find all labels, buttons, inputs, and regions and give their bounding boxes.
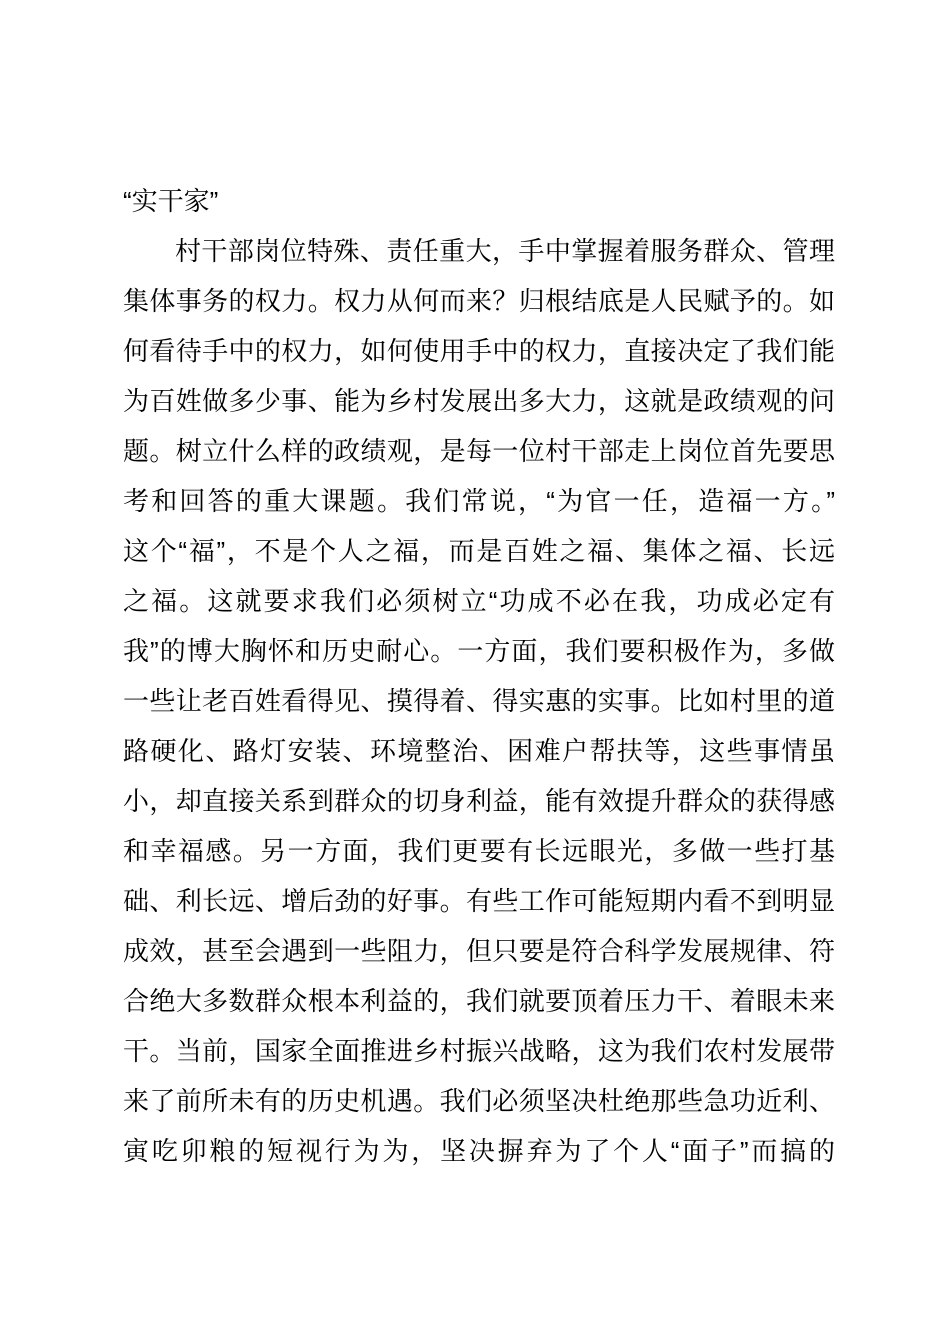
text-line: 小，却直接关系到群众的切身利益，能有效提升群众的获得感 bbox=[123, 786, 835, 816]
text-line: 之福。这就要求我们必须树立“功成不必在我，功成必定有 bbox=[123, 586, 835, 616]
text-line: 路硬化、路灯安装、环境整治、困难户帮扶等，这些事情虽 bbox=[123, 736, 835, 766]
text-line: 和幸福感。另一方面，我们更要有长远眼光，多做一些打基 bbox=[123, 836, 835, 866]
text-line: 来了前所未有的历史机遇。我们必须坚决杜绝那些急功近利、 bbox=[123, 1086, 835, 1116]
text-line: 础、利长远、增后劲的好事。有些工作可能短期内看不到明显 bbox=[123, 886, 835, 916]
text-line: 何看待手中的权力，如何使用手中的权力，直接决定了我们能 bbox=[123, 336, 835, 366]
text-line: 这个“福”，不是个人之福，而是百姓之福、集体之福、长远 bbox=[123, 536, 835, 566]
text-line: 一些让老百姓看得见、摸得着、得实惠的实事。比如村里的道 bbox=[123, 686, 835, 716]
text-line: 集体事务的权力。权力从何而来？归根结底是人民赋予的。如 bbox=[123, 286, 835, 316]
text-line: 成效，甚至会遇到一些阻力，但只要是符合科学发展规律、符 bbox=[123, 936, 835, 966]
document-body bbox=[123, 176, 835, 1176]
text-line: “实干家” bbox=[123, 186, 219, 216]
text-line: 考和回答的重大课题。我们常说，“为官一任，造福一方。” bbox=[123, 486, 835, 516]
text-line: 寅吃卯粮的短视行为为，坚决摒弃为了个人“面子”而搞的 bbox=[123, 1136, 835, 1166]
text-line: 干。当前，国家全面推进乡村振兴战略，这为我们农村发展带 bbox=[123, 1036, 835, 1066]
text-line: 题。树立什么样的政绩观，是每一位村干部走上岗位首先要思 bbox=[123, 436, 835, 466]
text-line: 为百姓做多少事、能为乡村发展出多大力，这就是政绩观的问 bbox=[123, 386, 835, 416]
text-line: 村干部岗位特殊、责任重大，手中掌握着服务群众、管理 bbox=[175, 236, 835, 266]
text-line: 合绝大多数群众根本利益的，我们就要顶着压力干、着眼未来 bbox=[123, 986, 835, 1016]
text-line: 我”的博大胸怀和历史耐心。一方面，我们要积极作为，多做 bbox=[123, 636, 835, 666]
